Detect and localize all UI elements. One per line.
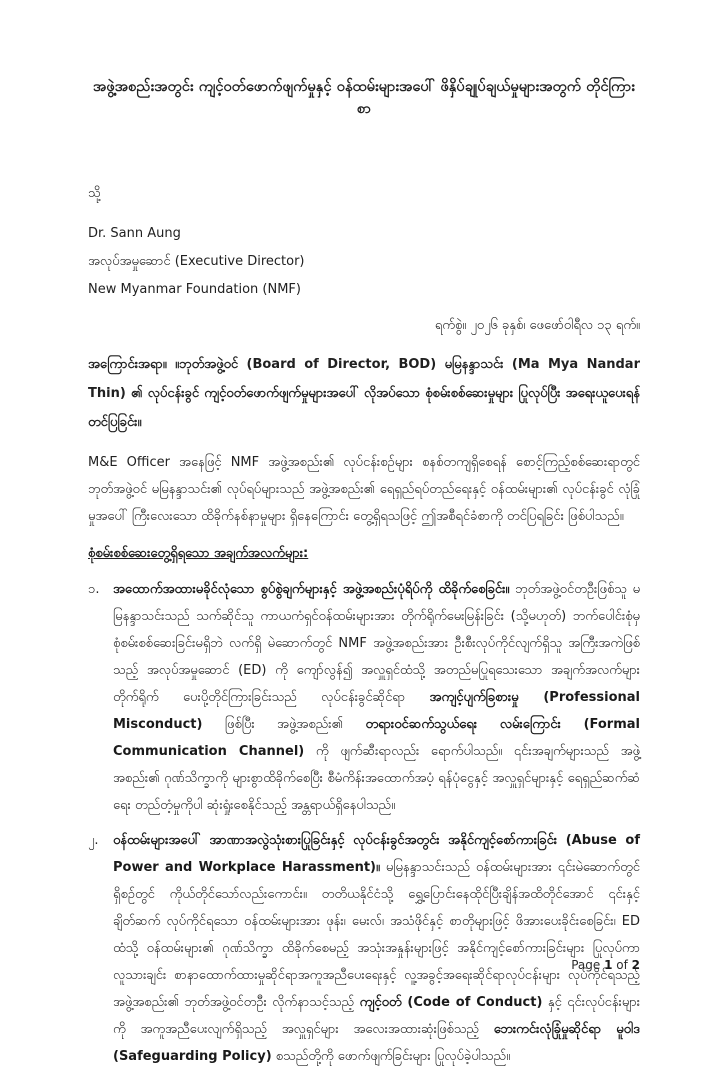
finding-1-text-1: ဘုတ်အဖွဲ့ဝင်တဦးဖြစ်သူ မမြနန္ဒာသင်းသည် သက်ဆိုင်သူ ကာယကံရှင်ဝန်ထမ်းများအား တိုက်ရိုက်မေးမြန်းခြင်း (သို့မဟုတ်) ဘက်ပေါင်းစုံမှ စုံစမ်းစစ်ဆေးခြင်းမရှိဘဲ လက်ရှိ မဲဆောက်တွင် NMF အဖွဲ့အစည်းအား ဦးစီးလုပ်ကိုင်လျက်ရှိသူ အကြီးအကဲဖြစ်သည့် အလုပ်အမှုဆောင် (ED) ကို ကျော်လွန်၍ အလှူရှင်ထံသို့ အတည်မပြုရသေးသော အချက်အလက်များ တိုက်ရိုက် ပေးပို့တိုင်ကြားခြင်းသည် လုပ်ငန်းခွင်ဆိုင်ရာ (113, 582, 640, 705)
finding-2-text-2: နှင့် ၎င်းလုပ်ငန်းများကို အကူအညီပေးလျက်ရှိသည့် အလှူရှင်များ အလေးအထားဆုံးဖြစ်သည့် (113, 995, 640, 1037)
finding-1-text-3: ကို ဖျက်ဆီးရာလည်း ရောက်ပါသည်။ ၎င်းအချက်များသည် အဖွဲ့အစည်း၏ ဂုဏ်သိက္ခာကို များစွာထိခိုက်စေပြီး စီမံကိန်းအထောက်အပံ့ ရန်ပုံငွေနှင့် အလှူရှင်များနှင့် ရေရှည်ဆက်ဆံရေး တည်တံ့မှုကိုပါ ဆုံးရှုံးစေနိုင်သည့် အန္တရာယ်ရှိနေပါသည်။ (113, 744, 640, 813)
recipient-name: Dr. Sann Aung (88, 226, 181, 241)
finding-item-2 (88, 827, 640, 1070)
footer-of-label: of (612, 958, 632, 972)
page-footer (571, 956, 640, 974)
recipient-block (88, 220, 640, 304)
salutation: သို့ (88, 186, 101, 201)
finding-1-text-2: ဖြစ်ပြီး အဖွဲ့အစည်း၏ (202, 717, 366, 732)
finding-2-text-1: မမြနန္ဒာသင်းသည် ဝန်ထမ်းများအား ၎င်းမဲဆောက်တွင် ရှိစဉ်တွင် ကိုယ်တိုင်သော်လည်းကောင်း။ တတိယနိုင်ငံသို့ ရွှေ့ပြောင်းနေထိုင်ပြီးချိန်အထိတိုင်အောင် ၎င်းနှင့် ချိတ်ဆက် လုပ်ကိုင်ရသော ဝန်ထမ်းများအား ဖုန်း၊ မေးလ်၊ အသံဖိုင်နှင့် စာတိုများဖြင့် ဖိအားပေးခိုင်းစေခြင်း၊ ED ထံသို့ ဝန်ထမ်းများ၏ ဂုဏ်သိက္ခာ ထိခိုက်စေမည့် အသုံးအနှုန်းများဖြင့် အနိုင်ကျင့်စော်ကားခြင်းများ ပြုလုပ်ကာ လူသားချင်း စာနာထောက်ထားမှုဆိုင်ရာအကူအညီပေးရေးနှင့် လူ့အခွင့်အရေးဆိုင်ရာလုပ်ငန်းများ လုပ်ကိုင်ရသည့် အဖွဲ့အစည်း၏ ဘုတ်အဖွဲ့ဝင်တဦး လိုက်နာသင့်သည့် (113, 860, 640, 1010)
recipient-organization: New Myanmar Foundation (NMF) (88, 282, 301, 297)
subject-line: အကြောင်းအရာ။ ။ဘုတ်အဖွဲ့ဝင် (Board of Director, BOD) မမြနန္ဒာသင်း (Ma Mya Nandar Thin) ၏ လုပ်ငန်းခွင် ကျင့်ဝတ်ဖောက်ဖျက်မှုများအပေါ် လိုအပ်သော စုံစမ်းစစ်ဆေးမှုများ ပြုလုပ်ပြီး အရေးယူပေးရန် တင်ပြခြင်း။ (88, 357, 640, 430)
footer-total-pages: 2 (631, 958, 640, 972)
finding-item-1 (88, 576, 640, 819)
finding-1-bold-1: အကျင့်ပျက်ခြစားမှု (Professional Misconduct) (113, 690, 640, 732)
finding-2-bold-2: ဘေးကင်းလုံခြုံမှုဆိုင်ရာ မူဝါဒ (Safeguarding Policy) (113, 1022, 640, 1064)
footer-page-label: Page (571, 958, 605, 972)
document-title: အဖွဲ့အစည်းအတွင်း ကျင့်ဝတ်ဖောက်ဖျက်မှုနှင့် ဝန်ထမ်းများအပေါ် ဖိနှိပ်ချုပ်ချယ်မှုများအတွက် တိုင်ကြားစာ (92, 79, 636, 117)
finding-2-bold-1: ကျင့်ဝတ် (Code of Conduct) (359, 995, 543, 1010)
finding-2-number: ၂. (88, 833, 99, 848)
date-line: ရက်စွဲ။ ၂၀၂၆ ခုနှစ်၊ ဖေဖော်ဝါရီလ ၁၃ ရက်။ (434, 318, 640, 333)
intro-paragraph: M&E Officer အနေဖြင့် NMF အဖွဲ့အစည်း၏ လုပ်ငန်းစဉ်များ စနစ်တကျရှိစေရန် စောင့်ကြည့်စစ်ဆေးရာတွင် ဘုတ်အဖွဲ့ဝင် မမြနန္ဒာသင်း၏ လုပ်ရပ်များသည် အဖွဲ့အစည်း၏ ရေရှည်ရပ်တည်ရေးနှင့် ဝန်ထမ်းများ၏ လုပ်ငန်းခွင် လုံခြုံမှုအပေါ် ကြီးလေးသော ထိခိုက်နစ်နာမှုများ ရှိနေကြောင်း တွေ့ရှိရသဖြင့် ဤအစီရင်ခံစာကို တင်ပြရခြင်း ဖြစ်ပါသည်။ (88, 455, 640, 524)
recipient-position: အလုပ်အမှုဆောင် (Executive Director) (88, 254, 305, 269)
footer-current-page: 1 (604, 958, 613, 972)
finding-1-number: ၁. (88, 582, 100, 597)
finding-2-lead-bold: ဝန်ထမ်းများအပေါ် အာဏာအလွဲသုံးစားပြုခြင်းနှင့် လုပ်ငန်းခွင်အတွင်း အနိုင်ကျင့်စော်ကားခြင်း (Abuse of Power and Workplace Harassment)။ (113, 833, 640, 875)
finding-1-bold-2: တရားဝင်ဆက်သွယ်ရေး လမ်းကြောင်း (Formal Communication Channel) (113, 717, 640, 759)
finding-2-text-3: စသည်တို့ကို ဖောက်ဖျက်ခြင်းများ ပြုလုပ်ခဲ့ပါသည်။ (271, 1049, 511, 1064)
finding-1-lead-bold: အထောက်အထားမခိုင်လုံသော စွပ်စွဲချက်များနှင့် အဖွဲ့အစည်းပုံရိပ်ကို ထိခိုက်စေခြင်း။ (113, 582, 510, 597)
findings-heading: စုံစမ်းစစ်ဆေးတွေ့ရှိရသော အချက်အလက်များ: (88, 546, 309, 561)
